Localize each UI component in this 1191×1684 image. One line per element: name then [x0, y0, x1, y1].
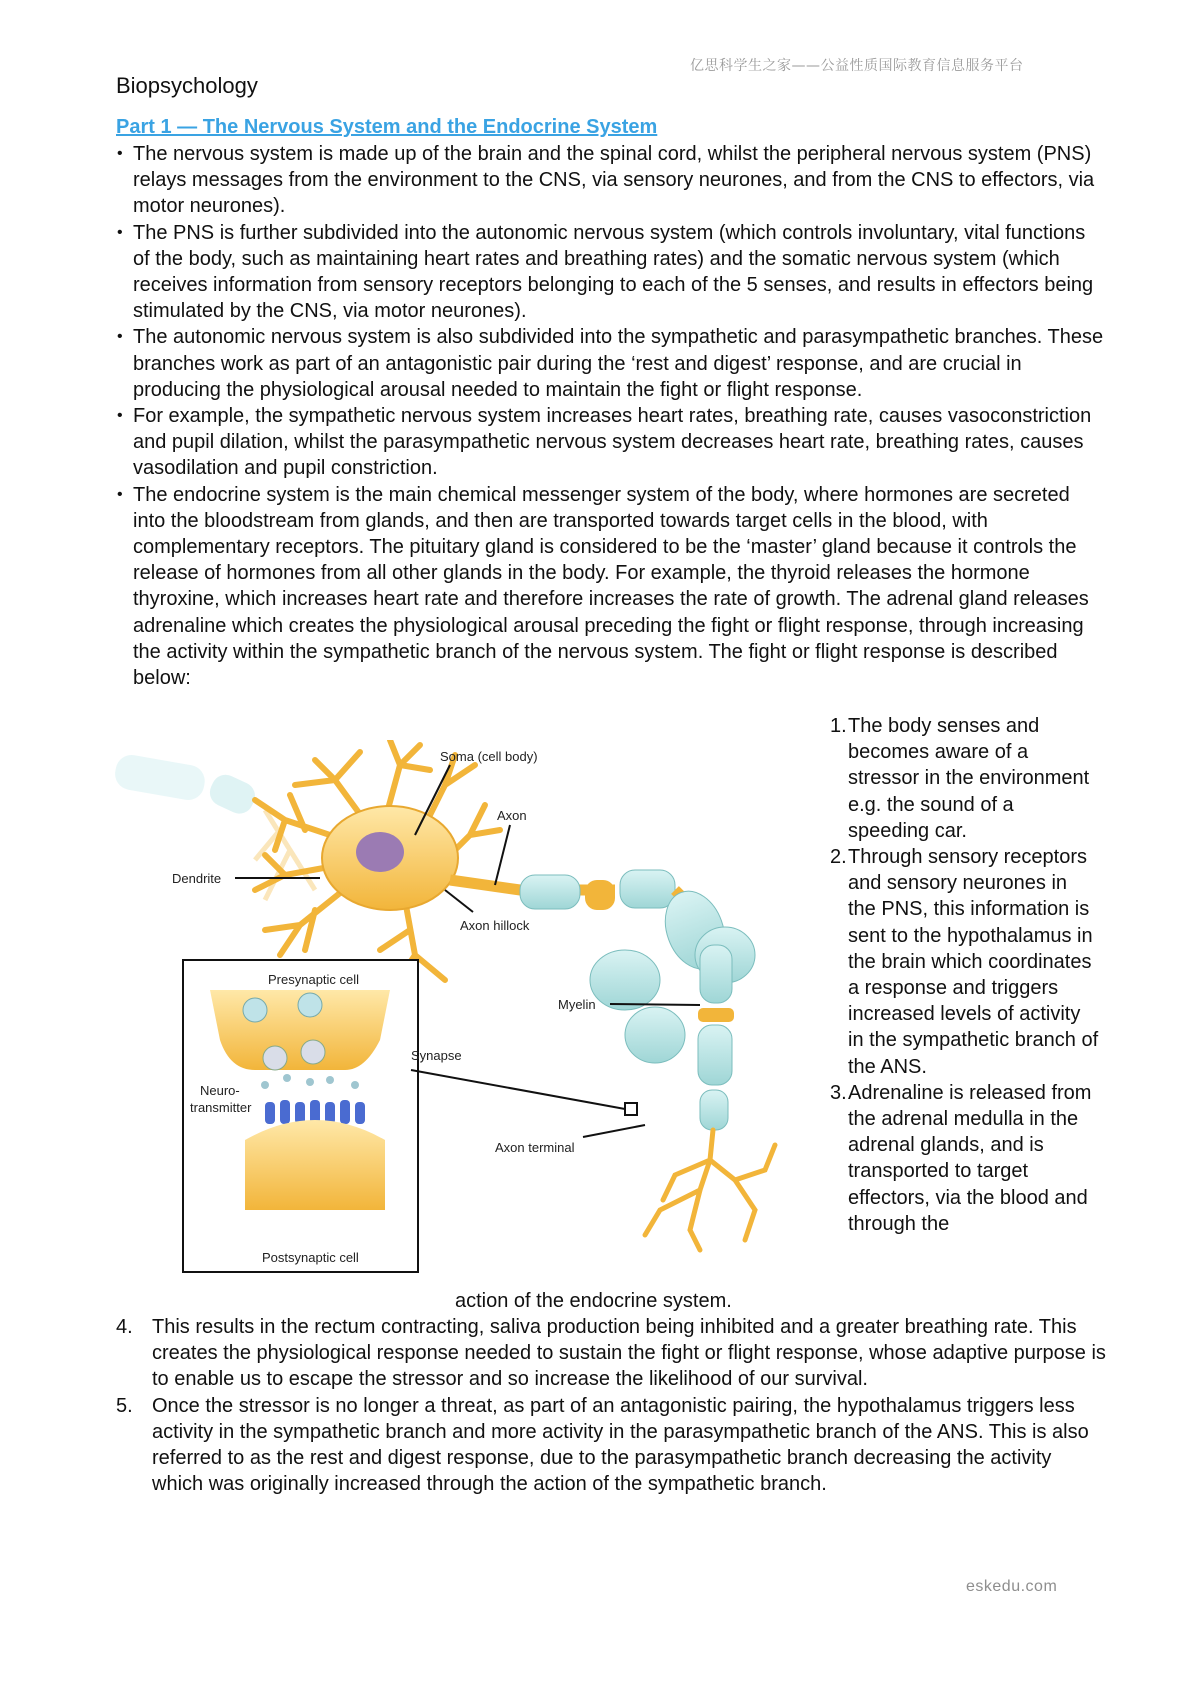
bullet-marker: •: [117, 145, 123, 162]
step-item: [830, 844, 1100, 1080]
label-soma: Soma (cell body): [440, 749, 538, 764]
presynaptic-cell: [210, 990, 390, 1070]
step-number: 5.: [116, 1394, 133, 1417]
label-presynaptic: Presynaptic cell: [268, 972, 360, 987]
label-axon: Axon: [497, 808, 527, 823]
bullet-item: [116, 220, 1106, 325]
postsynaptic-cell: [245, 1120, 385, 1210]
myelin-sheath: [520, 870, 755, 1130]
bullet-marker: •: [117, 407, 123, 425]
page-title: Biopsychology: [116, 73, 258, 98]
neuron-diagram: [115, 740, 823, 1295]
axon-terminal-branches: [645, 1130, 775, 1250]
nucleus: [356, 832, 404, 872]
bullet-item: [116, 403, 1106, 482]
label-dendrite: Dendrite: [172, 871, 222, 886]
label-axon-hillock: Axon hillock: [460, 918, 530, 933]
label-postsynaptic: Postsynaptic cell: [262, 1250, 359, 1265]
step-text: This results in the rectum contracting, saliva production being inhibited and a greater breathing rate. This creates the physiological response needed to sustain the fight or flight response, whose adaptive purpose is to enable us to escape the stressor and so increase the likelihood of our survival.: [152, 1316, 1106, 1391]
side-steps: [830, 713, 1100, 1237]
step-number: 1.: [830, 715, 847, 737]
label-synapse: Synapse: [411, 1048, 462, 1063]
bullet-text: For example, the sympathetic nervous system increases heart rates, breathing rate, causes vasoconstriction and pupil dilation, whilst the parasympathetic nervous system decreases heart rate, breathing rates, causes vasodilation and pupil constriction.: [133, 405, 1092, 480]
bullet-text: The nervous system is made up of the brain and the spinal cord, whilst the peripheral nervous system (PNS) relays messages from the environment to the CNS, via sensory neurones, and from the CNS to effectors, via motor neurones).: [133, 143, 1095, 218]
step-item: [116, 1314, 1106, 1393]
label-neurotransmitter-2: transmitter: [190, 1100, 252, 1115]
bullet-marker: •: [117, 485, 123, 503]
bullet-item: [116, 141, 1106, 220]
step-text: The body senses and becomes aware of a stressor in the environment e.g. the sound of a speeding car.: [848, 715, 1090, 842]
step-text: Once the stressor is no longer a threat, as part of an antagonistic pairing, the hypothalamus triggers less activity in the sympathetic branch and more activity in the parasympathetic branch of the ANS. This is also referred to as the rest and digest response, due to the parasympathetic branch decreasing the activity which was originally increased through the action of the sympathetic branch.: [152, 1394, 1089, 1496]
step-text: Through sensory receptors and sensory neurones in the PNS, this information is sent to the hypothalamus in the brain which coordinates a response and triggers increased levels of activity in the sympathetic branch of the ANS.: [848, 846, 1099, 1078]
synapse-marker: [625, 1103, 637, 1115]
bullet-item: [116, 482, 1106, 692]
neuron-illustration: [115, 740, 823, 1295]
step-text: Adrenaline is released from the adrenal medulla in the adrenal glands, and is transported to target effectors, via the blood and through the: [848, 1081, 1092, 1235]
step-item: [830, 1080, 1100, 1237]
step-number: 2.: [830, 846, 847, 869]
step-item: [830, 713, 1100, 844]
step-number: 3.: [830, 1081, 847, 1104]
bullet-text: The PNS is further subdivided into the autonomic nervous system (which controls involuntary, vital functions of the body, such as maintaining heart rates and breathing rates) and the somatic nervous system (which receives information from sensory receptors belonging to each of the 5 senses, and results in effectors being stimulated by the CNS, via motor neurones).: [133, 221, 1094, 323]
step-number: 4.: [116, 1316, 133, 1338]
footer-watermark: eskedu.com: [966, 1578, 1058, 1595]
numbered-steps: [116, 1314, 1106, 1497]
bullet-text: The endocrine system is the main chemical messenger system of the body, where hormones are secreted into the bloodstream from glands, and then are transported towards target cells in the blood, with complementary receptors. The pituitary gland is considered to be the ‘master’ gland because it controls the release of hormones from all other glands in the body. For example, the thyroid releases the hormone thyroxine, which increases heart rate and therefore increases the rate of growth. The adrenal gland releases adrenaline which creates the physiological arousal preceding the fight or flight response, through increasing the activity within the sympathetic branch of the nervous system. The fight or flight response is described below:: [133, 483, 1089, 690]
label-myelin: Myelin: [558, 997, 596, 1012]
step-continuation: action of the endocrine system.: [455, 1290, 732, 1312]
bullet-list: [116, 141, 1106, 691]
header-watermark: 亿思科学生之家——公益性质国际教育信息服务平台: [690, 58, 1024, 74]
label-axon-terminal: Axon terminal: [495, 1140, 575, 1155]
label-neurotransmitter-1: Neuro-: [200, 1083, 240, 1098]
bullet-marker: •: [117, 328, 123, 346]
section-heading: Part 1 — The Nervous System and the Endocrine System: [116, 116, 658, 138]
bullet-item: [116, 324, 1106, 403]
bullet-marker: •: [117, 223, 123, 241]
bullet-text: The autonomic nervous system is also subdivided into the sympathetic and parasympathetic branches. These branches work as part of an antagonistic pair during the ‘rest and digest’ response, and are crucial in producing the physiological arousal needed to maintain the fight or flight response.: [133, 326, 1104, 401]
step-item: [116, 1393, 1106, 1498]
